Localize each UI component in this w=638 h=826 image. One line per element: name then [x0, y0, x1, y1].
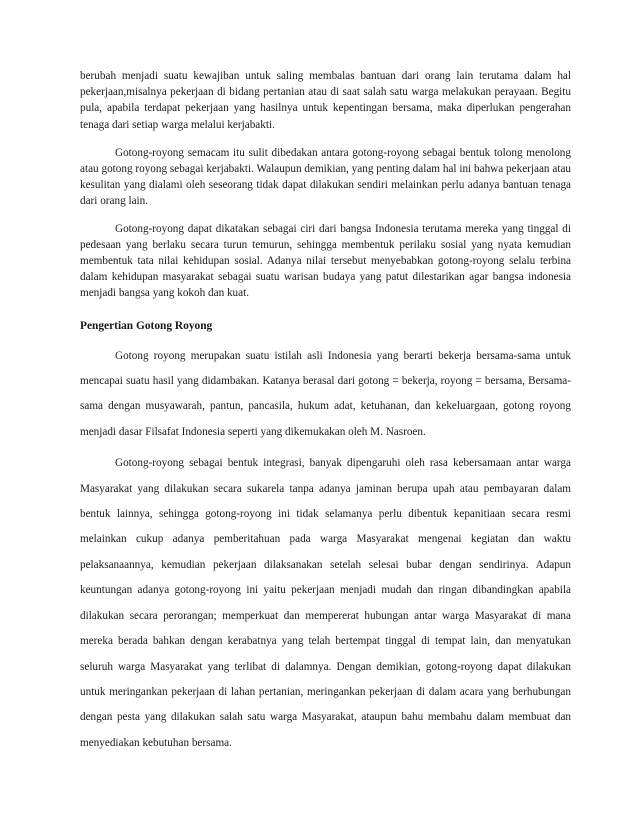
paragraph-5: Gotong-royong sebagai bentuk integrasi, banyak dipengaruhi oleh rasa kebersamaan antar warga Masyarakat yang dilakukan secara sukarela tanpa adanya jaminan berupa upah atau pembayaran dalam bentuk lainnya, sehingga gotong-royong ini tidak selamanya perlu dibentuk kepanitiaan secara resmi melainkan cukup adanya pemberitahuan pada warga Masyarakat mengenai kegiatan dan waktu pelaksanaannya, kemudian pekerjaan dilaksanakan setelah selesai bubar dengan sendirinya. Adapun keuntungan adanya gotong-royong ini yaitu pekerjaan menjadi mudah dan ringan dibandingkan apabila dilakukan secara perorangan; memperkuat dan mempererat hubungan antar warga Masyarakat di mana mereka berada bahkan dengan kerabatnya yang telah bertempat tinggal di tempat lain, dan menyatukan seluruh warga Masyarakat yang terlibat di dalamnya. Dengan demikian, gotong-royong dapat dilakukan untuk meringankan pekerjaan di lahan pertanian, meringankan pekerjaan di dalam acara yang berhubungan dengan pesta yang dilakukan salah satu warga Masyarakat, ataupun bahu membahu dalam membuat dan menyediakan kebutuhan bersama. [80, 457, 571, 749]
paragraph-1: berubah menjadi suatu kewajiban untuk saling membalas bantuan dari orang lain terutama dalam hal pekerjaan,misalnya pekerjaan di bidang pertanian atau di saat salah satu warga melakukan perayaan. Begitu pula, apabila terdapat pekerjaan yang hasilnya untuk kepentingan bersama, maka diperlukan pengerahan tenaga dari setiap warga melalui kerjabakti. [80, 70, 571, 131]
paragraph-2: Gotong-royong semacam itu sulit dibedakan antara gotong-royong sebagai bentuk tolong menolong atau gotong royong sebagai kerjabakti. Walaupun demikian, yang penting dalam hal ini bahwa pekerjaan atau kesulitan yang dialami oleh seseorang tidak dapat dilakukan sendiri melainkan perlu adanya bantuan tenaga dari orang lain. [80, 146, 571, 208]
paragraph-4: Gotong royong merupakan suatu istilah asli Indonesia yang berarti bekerja bersama-sama untuk mencapai suatu hasil yang didambakan. Katanya berasal dari gotong = bekerja, royong = bersama, Bersama-sama dengan musyawarah, pantun, pancasila, hukum adat, ketuhanan, dan kekeluargaan, gotong royong menjadi dasar Filsafat Indonesia seperti yang dikemukakan oleh M. Nasroen. [80, 349, 571, 438]
section-heading: Pengertian Gotong Royong [80, 319, 213, 332]
paragraph-3: Gotong-royong dapat dikatakan sebagai ciri dari bangsa Indonesia terutama mereka yang tinggal di pedesaan yang berlaku secara turun temurun, sehingga membentuk perilaku sosial yang nyata kemudian membentuk tata nilai kehidupan sosial. Adanya nilai tersebut menyebabkan gotong-royong selalu terbina dalam kehidupan masyarakat sebagai suatu warisan budaya yang patut dilestarikan agar bangsa indonesia menjadi bangsa yang kokoh dan kuat. [80, 222, 571, 300]
